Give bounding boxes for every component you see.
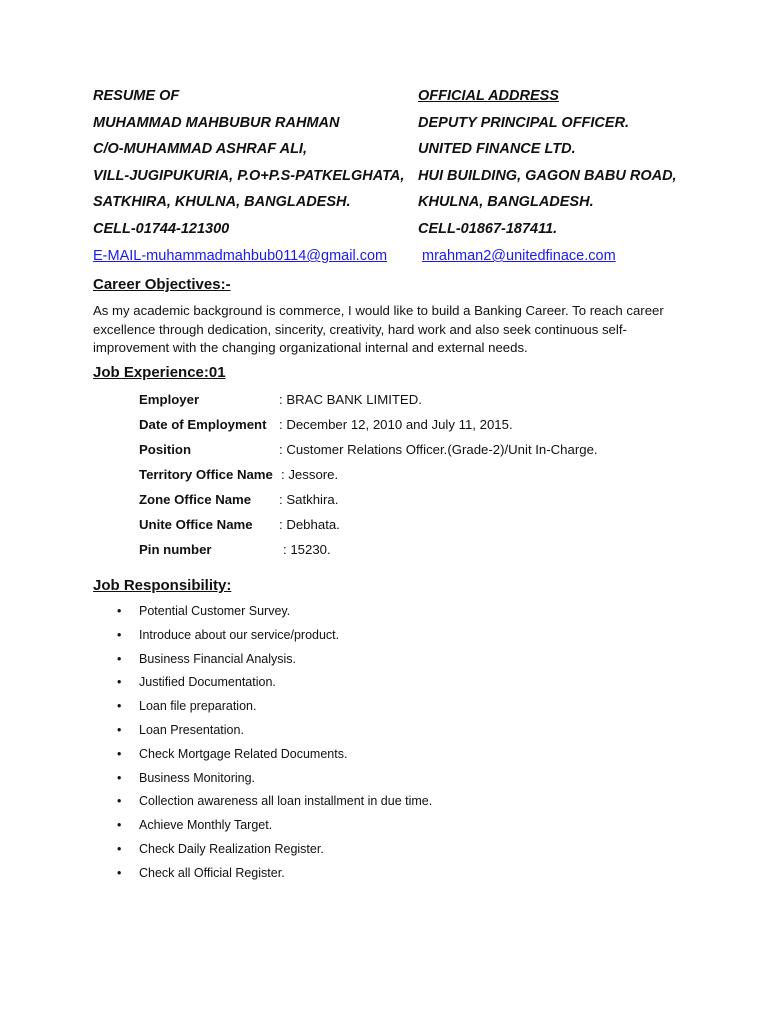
personal-cell: CELL-01744-121300 <box>93 220 230 237</box>
official-building: HUI BUILDING, GAGON BABU ROAD, <box>418 167 677 184</box>
bullet-icon: • <box>117 651 122 666</box>
bullet-icon: • <box>117 794 122 809</box>
official-address-heading: OFFICIAL ADDRESS <box>418 88 559 104</box>
care-of-line: C/O-MUHAMMAD ASHRAF ALI, <box>93 141 307 158</box>
list-item-text: Loan file preparation. <box>139 699 257 714</box>
list-item-text: Business Monitoring. <box>139 770 256 785</box>
job-row-label: Zone Office Name <box>139 492 252 507</box>
list-item-text: Check all Official Register. <box>139 865 285 880</box>
job-row-label: Employer <box>139 392 200 407</box>
bullet-icon: • <box>117 604 122 618</box>
job-responsibility-heading: Job Responsibility: <box>93 577 232 594</box>
job-row-value: : Debhata. <box>279 517 340 532</box>
personal-email-link[interactable]: E-MAIL-muhammadmahbub0114@gmail.com <box>93 248 388 264</box>
personal-address-block <box>93 86 408 246</box>
email-links <box>93 248 616 264</box>
job-row-pin <box>139 541 331 566</box>
career-objectives-title <box>93 276 231 293</box>
list-item-text: Loan Presentation. <box>139 722 244 737</box>
job-responsibility-title <box>93 577 231 594</box>
job-row-date <box>139 416 513 441</box>
official-designation: DEPUTY PRINCIPAL OFFICER. <box>418 114 630 131</box>
job-row-employer <box>139 391 422 416</box>
bullet-icon: • <box>117 865 122 880</box>
bullet-icon: • <box>117 818 122 833</box>
job-experience-title <box>93 364 226 381</box>
bullet-icon: • <box>117 841 122 856</box>
bullet-icon: • <box>117 627 122 642</box>
applicant-name: MUHAMMAD MAHBUBUR RAHMAN <box>93 114 340 131</box>
list-item-text: Check Mortgage Related Documents. <box>139 746 348 761</box>
job-experience-table <box>139 391 598 566</box>
job-row-label: Pin number <box>139 542 212 557</box>
job-row-zone <box>139 491 339 516</box>
bullet-icon: • <box>117 675 122 690</box>
list-item-text: Justified Documentation. <box>139 675 276 690</box>
career-objectives-text: As my academic background is commerce, I would like to build a Banking Career. To reach career excellence through dedication, sincerity, creativity, hard work and also seek continuous self-improvement with the changing organizational internal and external needs. <box>93 303 664 355</box>
official-cell: CELL-01867-187411. <box>418 220 558 237</box>
job-row-value: : Satkhira. <box>279 492 339 507</box>
job-row-value: : Customer Relations Officer.(Grade-2)/Unit In-Charge. <box>279 442 598 457</box>
bullet-icon: • <box>117 722 122 737</box>
job-row-value: : BRAC BANK LIMITED. <box>279 392 422 407</box>
job-row-label: Position <box>139 442 192 457</box>
job-row-position <box>139 441 598 466</box>
job-row-unit <box>139 516 340 541</box>
official-company: UNITED FINANCE LTD. <box>418 141 576 158</box>
job-row-label: Territory Office Name <box>139 467 273 482</box>
job-experience-heading: Job Experience:01 <box>93 364 226 381</box>
job-row-label: Unite Office Name <box>139 517 253 532</box>
job-row-value: : Jessore. <box>281 467 339 482</box>
list-item-text: Business Financial Analysis. <box>139 651 297 666</box>
list-item-text: Check Daily Realization Register. <box>139 841 324 856</box>
village-line: VILL-JUGIPUKURIA, P.O+P.S-PATKELGHATA, <box>93 167 405 184</box>
official-email-link[interactable]: mrahman2@unitedfinace.com <box>422 248 616 264</box>
official-city: KHULNA, BANGLADESH. <box>418 194 594 211</box>
list-item-text: Achieve Monthly Target. <box>139 818 273 833</box>
resume-heading: RESUME OF <box>93 88 180 104</box>
job-row-label: Date of Employment <box>139 417 267 432</box>
bullet-icon: • <box>117 746 122 761</box>
bullet-icon: • <box>117 699 122 714</box>
job-row-value: : 15230. <box>283 542 331 557</box>
list-item-text: Introduce about our service/product. <box>139 627 340 642</box>
list-item-text: Collection awareness all loan installment in due time. <box>139 794 433 809</box>
career-objectives-heading: Career Objectives:- <box>93 276 231 293</box>
official-address-block <box>418 86 748 246</box>
bullet-icon: • <box>117 770 122 785</box>
district-line: SATKHIRA, KHULNA, BANGLADESH. <box>93 194 351 211</box>
list-item-text: Potential Customer Survey. <box>139 604 291 618</box>
job-row-territory <box>139 466 339 491</box>
job-row-value: : December 12, 2010 and July 11, 2015. <box>279 417 513 432</box>
